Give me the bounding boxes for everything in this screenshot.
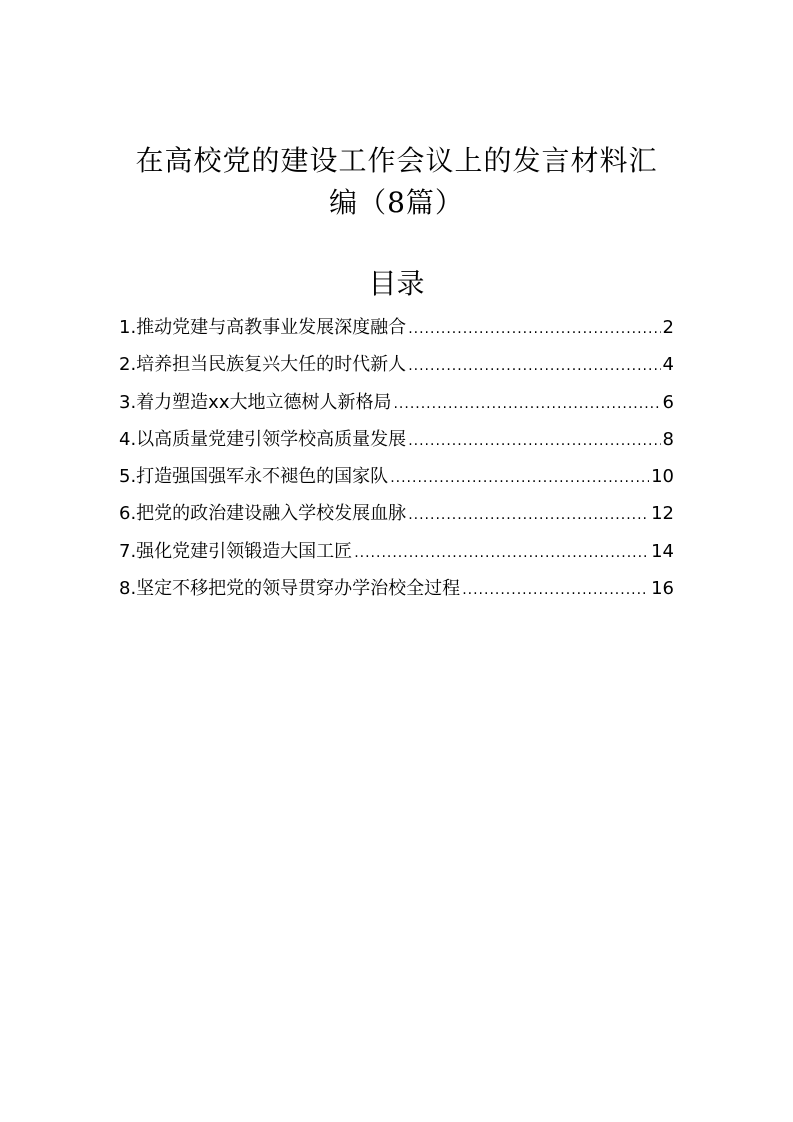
toc-dot-leader bbox=[408, 314, 660, 344]
toc-entry-label[interactable]: 1.推动党建与高教事业发展深度融合 bbox=[119, 317, 407, 338]
toc-entry[interactable] bbox=[119, 313, 674, 350]
toc-entry[interactable] bbox=[119, 462, 674, 499]
toc-page-number: 14 bbox=[651, 540, 674, 562]
document-title-line-1: 在高校党的建设工作会议上的发言材料汇 bbox=[135, 144, 658, 177]
document-title bbox=[120, 140, 673, 224]
toc-dot-leader bbox=[462, 575, 649, 605]
toc-heading: 目录 bbox=[368, 267, 425, 300]
toc-dot-leader bbox=[390, 463, 649, 493]
toc-dot-leader bbox=[393, 389, 660, 419]
toc-entry[interactable] bbox=[119, 537, 674, 574]
toc-entry-label[interactable]: 6.把党的政治建设融入学校发展血脉 bbox=[119, 503, 407, 525]
toc-entry[interactable] bbox=[119, 574, 674, 611]
toc-dot-leader bbox=[408, 426, 660, 456]
toc-entry-label[interactable]: 5.打造强国强军永不褪色的国家队 bbox=[119, 466, 389, 488]
toc-entry-label[interactable]: 4.以高质量党建引领学校高质量发展 bbox=[119, 428, 407, 450]
toc-entry-label[interactable]: 7.强化党建引领锻造大国工匠 bbox=[119, 540, 353, 562]
toc-entry[interactable] bbox=[119, 388, 674, 425]
toc-dot-leader bbox=[354, 538, 649, 568]
toc-page-number: 12 bbox=[651, 503, 674, 525]
table-of-contents bbox=[119, 313, 674, 611]
toc-entry-label[interactable]: 8.坚定不移把党的领导贯穿办学治校全过程 bbox=[119, 578, 461, 600]
toc-entry[interactable] bbox=[119, 499, 674, 536]
toc-page-number: 4 bbox=[662, 354, 674, 376]
toc-entry[interactable] bbox=[119, 425, 674, 462]
toc-entry[interactable] bbox=[119, 350, 674, 387]
toc-page-number: 8 bbox=[662, 428, 674, 450]
document-title-line-2: 编（8篇） bbox=[329, 186, 464, 219]
toc-page-number: 6 bbox=[662, 391, 674, 413]
toc-dot-leader bbox=[408, 500, 649, 530]
toc-entry-label[interactable]: 2.培养担当民族复兴大任的时代新人 bbox=[119, 354, 407, 376]
toc-dot-leader bbox=[408, 351, 660, 381]
toc-entry-label[interactable]: 3.着力塑造xx大地立德树人新格局 bbox=[119, 391, 392, 413]
toc-page-number: 10 bbox=[651, 466, 674, 488]
toc-page-number: 2 bbox=[662, 317, 674, 338]
toc-page-number: 16 bbox=[651, 578, 674, 600]
